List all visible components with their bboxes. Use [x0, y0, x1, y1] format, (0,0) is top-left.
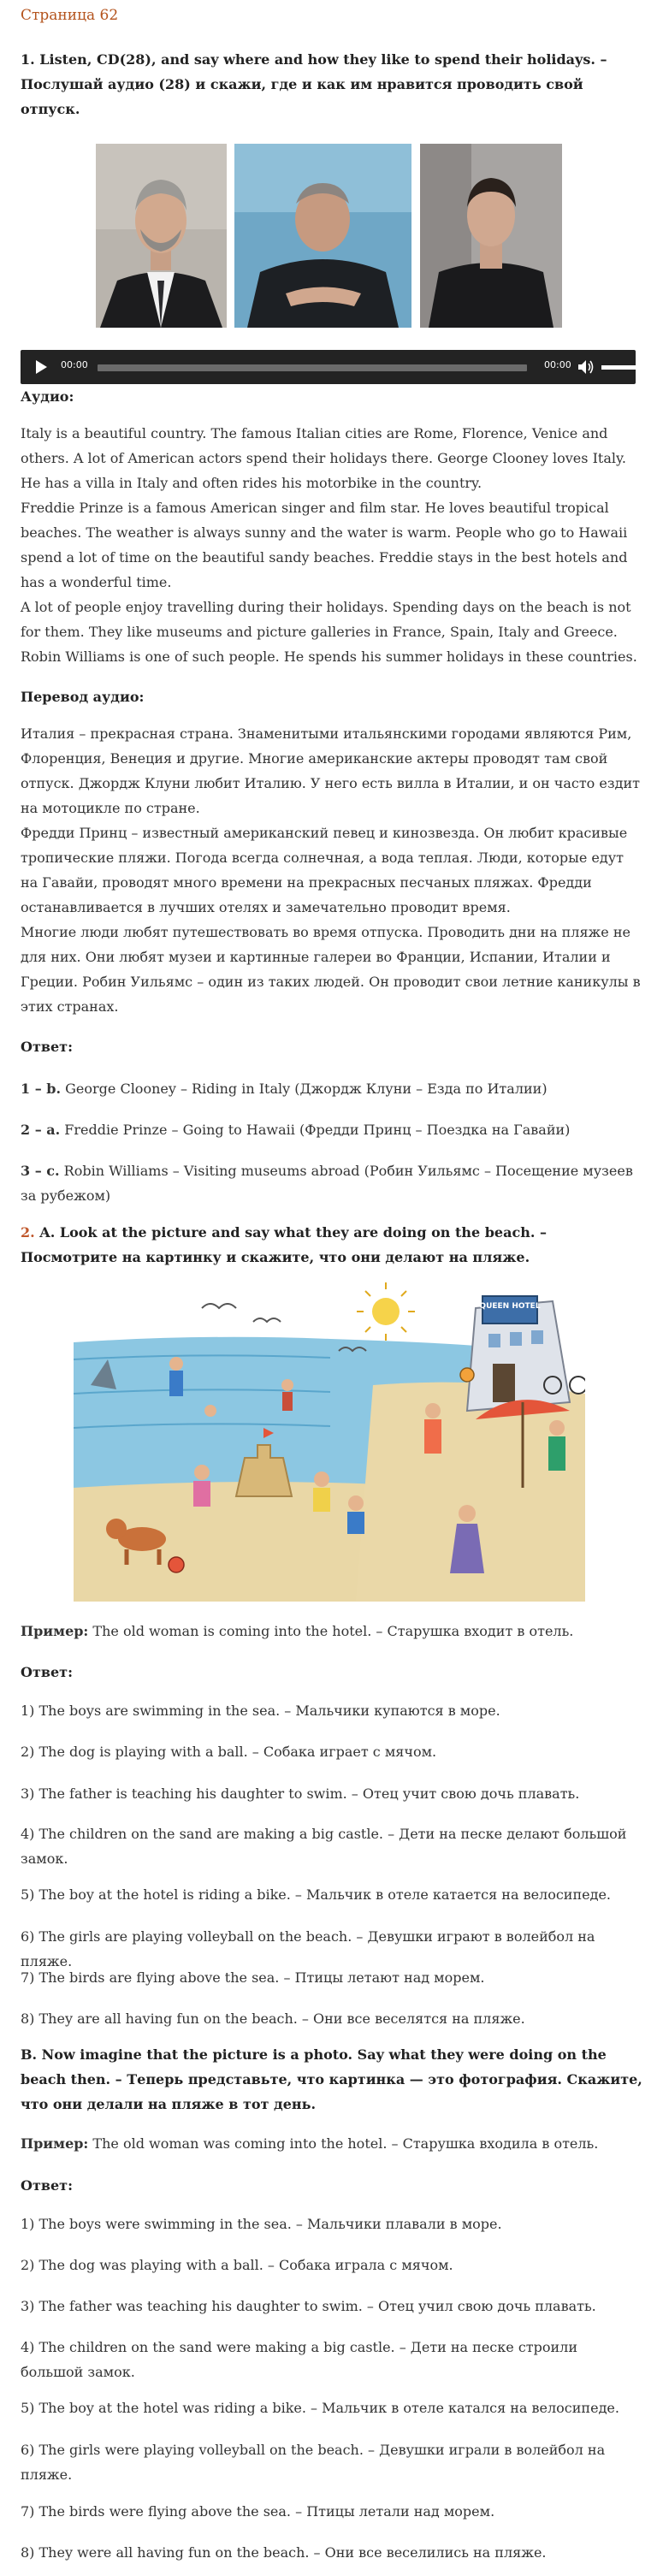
task2b-answer: 2) The dog was playing with a ball. – Собака играла с мячом. [21, 2257, 453, 2273]
task2b-answer-label: Ответ: [21, 2177, 73, 2194]
photo-george-clooney [96, 144, 227, 328]
ball-icon [169, 1557, 184, 1572]
answer-key: 2 – a. [21, 1122, 61, 1138]
task2b-example [21, 2131, 643, 2156]
translation-label: Перевод аудио: [21, 689, 145, 705]
answer-text: George Clooney – Riding in Italy (Джордж Клуни – Езда по Италии) [61, 1081, 548, 1097]
task2b-answer: 8) They were all having fun on the beach. – Они все веселились на пляже. [21, 2544, 547, 2561]
task2a-answer: 6) The girls are playing volleyball on the beach. – Девушки играют в волейбол на пляже. [21, 1928, 595, 1969]
example-label: Пример: [21, 1623, 89, 1639]
audio-total-time: 00:00 [544, 359, 571, 370]
task1-answer-3 [21, 1158, 643, 1208]
hotel-sign-text: QUEEN HOTEL [479, 1302, 541, 1311]
task2b-answer: 7) The birds were flying above the sea. – Птицы летали над морем. [21, 2503, 495, 2520]
photo-robin-williams [234, 144, 411, 328]
task2a-answer: 8) They are all having fun on the beach. – Они все веселятся на пляже. [21, 2010, 525, 2027]
answer-key: 3 – c. [21, 1163, 60, 1179]
example-text: The old woman was coming into the hotel. – Старушка входила в отель. [88, 2135, 599, 2152]
task2a-answer: 5) The boy at the hotel is riding a bike. – Мальчик в отеле катается на велосипеде. [21, 1886, 612, 1903]
task2a-answer-label: Ответ: [21, 1664, 73, 1680]
task2a-answer: 4) The children on the sand are making a big castle. – Дети на песке делают большой замок. [21, 1826, 627, 1867]
beach-illustration [74, 1282, 585, 1602]
photo-freddie-prinze [420, 144, 562, 328]
task2a-heading-text: A. Look at the picture and say what they are doing on the beach. – Посмотрите на картинку и скажите, что они делают на пляже. [21, 1224, 547, 1265]
audio-current-time: 00:00 [61, 359, 88, 370]
task2a-answer: 3) The father is teaching his daughter to swim. – Отец учит свою дочь плавать. [21, 1785, 580, 1802]
translation-paragraph: Многие люди любят путешествовать во время отпуска. Проводить дни на пляже не для них. Они любят музеи и картинные галереи во Франции, Испании, Италии и Греции. Робин Уильямс – один из таких людей. Он проводит свои летние каникулы в этих странах. [21, 924, 641, 1015]
task2b-answer: 4) The children on the sand were making a big castle. – Дети на песке строили большой замок. [21, 2339, 577, 2380]
task2a-heading [21, 1220, 643, 1270]
audio-paragraph: A lot of people enjoy travelling during their holidays. Spending days on the beach is not for them. They like museums and picture galleries in France, Spain, Italy and Greece. Robin Williams is one of such people. He spends his summer holidays in these countries. [21, 599, 637, 665]
audio-text [21, 421, 643, 669]
example-label: Пример: [21, 2135, 89, 2152]
task2a-answer: 2) The dog is playing with a ball. – Собака играет с мячом. [21, 1744, 437, 1760]
task2a-answer: 7) The birds are flying above the sea. – Птицы летают над морем. [21, 1969, 485, 1986]
translation-paragraph: Италия – прекрасная страна. Знаменитыми итальянскими городами являются Рим, Флоренция, Венеция и другие. Многие американские актеры проводят там свой отпуск. Джордж Клуни любит Италию. У него есть вилла в Италии, и он часто ездит на мотоцикле по стране. [21, 725, 640, 816]
audio-label: Аудио: [21, 388, 74, 405]
task1-answer-label: Ответ: [21, 1039, 73, 1055]
audio-progress-rail[interactable] [98, 364, 527, 371]
answer-key: 1 – b. [21, 1081, 62, 1097]
page-label: Страница 62 [21, 7, 119, 24]
play-icon[interactable] [36, 360, 47, 374]
task2a-example [21, 1619, 643, 1643]
task1-heading: 1. Listen, CD(28), and say where and how they like to spend their holidays. – Послушай аудио (28) и скажи, где и как им нравится проводить свой отпуск. [21, 51, 607, 117]
audio-paragraph: Italy is a beautiful country. The famous Italian cities are Rome, Florence, Venice and others. A lot of American actors spend their holidays there. George Clooney loves Italy. He has a villa in Italy and often rides his motorbike in the country. [21, 425, 626, 491]
volume-icon[interactable] [577, 359, 595, 378]
task1-answer-2 [21, 1117, 643, 1142]
volume-slider[interactable] [601, 365, 644, 370]
audio-player [21, 350, 636, 384]
translation-paragraph: Фредди Принц – известный американский певец и кинозвезда. Он любит красивые тропические пляжи. Погода всегда солнечная, а вода теплая. Люди, которые едут на Гавайи, проводят много времени на прекрасных песчаных пляжах. Фредди останавливается в лучших отелях и замечательно проводит время. [21, 825, 628, 915]
translation-text [21, 721, 643, 1019]
task2b-answer: 3) The father was teaching his daughter to swim. – Отец учил свою дочь плавать. [21, 2298, 596, 2314]
answer-text: Robin Williams – Visiting museums abroad (Робин Уильямс – Посещение музеев за рубежом) [21, 1163, 633, 1204]
task2a-answer: 1) The boys are swimming in the sea. – Мальчики купаются в море. [21, 1703, 500, 1719]
task2b-heading: B. Now imagine that the picture is a photo. Say what they were doing on the beach then. – Теперь представьте, что картинка — это фотография. Скажите, что они делали на пляже в тот день. [21, 2046, 642, 2112]
task2b-answer: 6) The girls were playing volleyball on the beach. – Девушки играли в волейбол на пляже. [21, 2442, 606, 2483]
audio-paragraph: Freddie Prinze is a famous American singer and film star. He loves beautiful tropical beaches. The weather is always sunny and the water is warm. People who go to Hawaii spend a lot of time on the beautiful sandy beaches. Freddie stays in the best hotels and has a wonderful time. [21, 500, 628, 590]
task2-number: 2. [21, 1224, 35, 1241]
task2b-answer: 1) The boys were swimming in the sea. – Мальчики плавали в море. [21, 2216, 502, 2232]
task2b-answer: 5) The boy at the hotel was riding a bike. – Мальчик в отеле катался на велосипеде. [21, 2400, 619, 2416]
task1-answer-1 [21, 1076, 643, 1101]
answer-text: Freddie Prinze – Going to Hawaii (Фредди Принц – Поездка на Гавайи) [60, 1122, 571, 1138]
example-text: The old woman is coming into the hotel. – Старушка входит в отель. [88, 1623, 574, 1639]
